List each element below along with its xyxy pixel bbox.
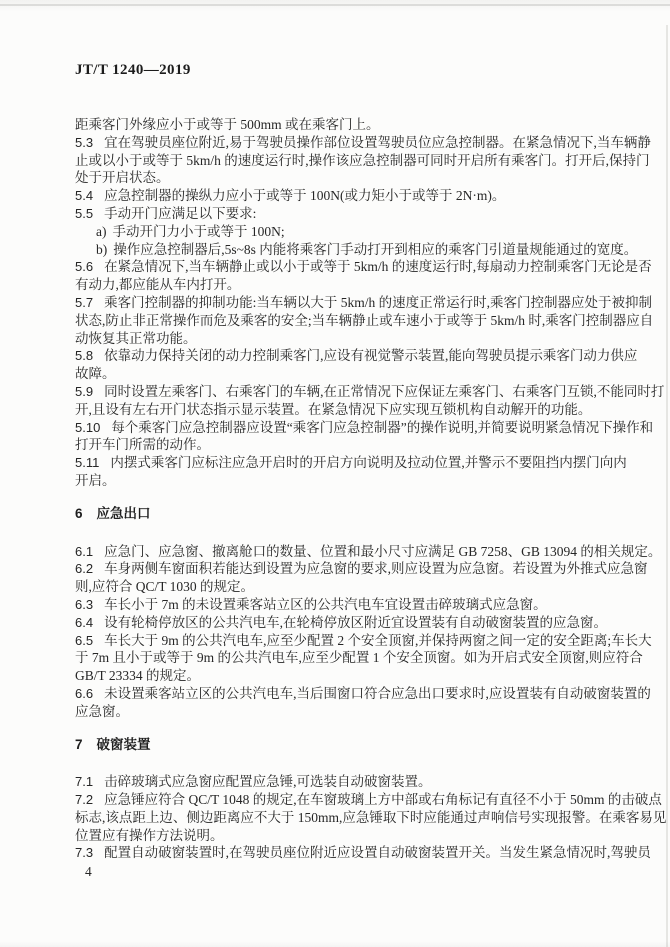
line-text: GB/T 23334 的规定。 [75, 668, 201, 684]
text-line [75, 223, 615, 241]
line-text: 应急控制器的操纵力应小于或等于 100N(或力矩小于或等于 2N·m)。 [104, 188, 506, 204]
text-line [75, 401, 615, 419]
clause-number: 5.3 [75, 134, 94, 150]
clause-number: 5.8 [75, 348, 94, 364]
clause-number: b) [96, 241, 108, 257]
text-line [75, 791, 662, 809]
line-text: 打开车门所需的动作。 [75, 437, 210, 453]
line-text: 内摆式乘客门应标注应急开启时的开启方向说明及拉动位置,并警示不要阻挡内摆门向内 [110, 455, 627, 471]
text-line [75, 827, 615, 845]
text-line [75, 614, 615, 632]
line-text: 位置应有操作方法说明。 [75, 827, 224, 843]
text-line [75, 330, 615, 348]
clause-number: 6.1 [75, 543, 94, 559]
line-text: 在紧急情况下,当车辆静止或以小于或等于 5km/h 的速度运行时,每扇动力控制乘客门无论是否 [104, 259, 652, 275]
line-text: 应急出口 [96, 505, 151, 521]
clause-number: 6.2 [75, 561, 94, 577]
text-line [75, 241, 638, 259]
text-line [75, 383, 665, 401]
text-line [75, 365, 615, 383]
text-line [75, 134, 651, 152]
line-text: 故障。 [75, 366, 116, 382]
text-line [75, 578, 615, 596]
clause-number: 5.5 [75, 205, 94, 221]
section-number: 6 [75, 505, 83, 521]
line-text: 动恢复其正常功能。 [75, 330, 197, 346]
line-text: 于 7m 且小于或等于 9m 的公共汽电车,应至少配置 1 个安全顶窗。如为开启式安全顶窗,则应符合 [75, 650, 643, 666]
clause-number: a) [96, 223, 107, 239]
line-text: 每个乘客门应急控制器应设置“乘客门应急控制器”的操作说明,并简要说明紧急情况下操作和 [111, 419, 654, 435]
line-text: 开启。 [75, 472, 116, 488]
line-text: 设有轮椅停放区的公共汽电车,在轮椅停放区附近宜设置装有自动破窗装置的应急窗。 [104, 614, 607, 630]
text-line [75, 543, 662, 561]
text-line [75, 294, 652, 312]
text-line [75, 436, 615, 454]
line-text: 同时设置左乘客门、右乘客门的车辆,在正常情况下应保证左乘客门、右乘客门互锁,不能同时打 [104, 383, 665, 399]
text-line [75, 560, 648, 578]
section-number: 7 [75, 736, 83, 752]
line-text: 则,应符合 QC/T 1030 的规定。 [75, 579, 255, 595]
text-line [75, 667, 615, 685]
text-line [75, 632, 652, 650]
text-line [75, 472, 615, 490]
line-text: 乘客门控制器的抑制功能:当车辆以大于 5km/h 的速度正常运行时,乘客门控制器应处于被抑制 [104, 294, 652, 310]
line-text: 手动开门应满足以下要求: [104, 205, 257, 221]
text-line [75, 187, 615, 205]
text-line [75, 809, 667, 827]
document-body [75, 116, 667, 881]
clause-number: 5.10 [75, 419, 101, 435]
line-text: 开,且设有左右开门状态指示显示装置。在紧急情况下应实现互锁机构自动解开的功能。 [75, 401, 592, 417]
line-text: 车长大于 9m 的公共汽电车,应至少配置 2 个安全顶窗,并保持两窗之间一定的安全距离;车长大 [104, 632, 652, 648]
text-line [75, 258, 652, 276]
text-line [75, 454, 627, 472]
text-line [75, 169, 615, 187]
standard-number: JT/T 1240—2019 [75, 62, 191, 78]
section-heading [75, 505, 615, 523]
clause-number: 5.7 [75, 294, 94, 310]
clause-number: 6.3 [75, 596, 94, 612]
line-text: 宜在驾驶员座位附近,易于驾驶员操作部位设置驾驶员位应急控制器。在紧急情况下,当车辆静 [104, 134, 651, 150]
text-line [75, 649, 643, 667]
clause-number: 6.5 [75, 632, 94, 648]
scan-edge-top [0, 0, 670, 12]
text-line [75, 685, 651, 703]
line-text: 手动开门力小于或等于 100N; [112, 223, 285, 239]
line-text: 击碎玻璃式应急窗应配置应急锤,可选装自动破窗装置。 [104, 774, 432, 790]
text-line [75, 116, 615, 134]
clause-number: 5.11 [75, 455, 100, 471]
line-text: 依靠动力保持关闭的动力控制乘客门,应设有视觉警示装置,能向驾驶员提示乘客门动力供应 [104, 348, 638, 364]
line-text: 车长小于 7m 的未设置乘客站立区的公共汽电车宜设置击碎玻璃式应急窗。 [104, 596, 547, 612]
text-line [75, 312, 654, 330]
line-text: 车身两侧车窗面积若能达到设置为应急窗的要求,则应设置为应急窗。若设置为外推式应急窗 [104, 561, 648, 577]
text-line [75, 276, 615, 294]
line-text: 操作应急控制器后,5s~8s 内能将乘客门手动打开到相应的乘客门引道量规能通过的宽度。 [113, 241, 638, 257]
line-text: 处于开启状态。 [75, 170, 170, 186]
text-line [75, 773, 615, 791]
clause-number: 7.3 [75, 845, 94, 861]
scan-shadow-bottom [0, 941, 670, 947]
line-text: 应急门、应急窗、撤离舱口的数量、位置和最小尺寸应满足 GB 7258、GB 13094 的相关规定。 [104, 543, 662, 559]
line-text: 止或以小于或等于 5km/h 的速度运行时,操作该应急控制器可同时开启所有乘客门。打开后,保持门 [75, 152, 650, 168]
line-text: 标志,该点距上边、侧边距离应不大于 150mm,应急锤取下时应能通过声响信号实现报警。在乘客易见 [75, 809, 667, 825]
text-line [75, 347, 638, 365]
line-text: 破窗装置 [96, 736, 151, 752]
section-heading [75, 736, 615, 754]
line-text: 配置自动破窗装置时,在驾驶员座位附近应设置自动破窗装置开关。当发生紧急情况时,驾驶员 [104, 845, 651, 861]
line-text: 应急窗。 [75, 703, 129, 719]
clause-number: 5.4 [75, 188, 94, 204]
clause-number: 5.9 [75, 383, 94, 399]
page-number: 4 [85, 864, 92, 880]
text-line [75, 152, 650, 170]
clause-number: 6.4 [75, 614, 94, 630]
text-line [75, 596, 615, 614]
line-text: 有动力,都应能从车内打开。 [75, 277, 241, 293]
line-text: 状态,防止非正常操作而危及乘客的安全;当车辆静止或车速小于或等于 5km/h 时,乘客门控制器应自 [75, 312, 654, 328]
clause-number: 5.6 [75, 259, 94, 275]
text-line [75, 419, 654, 437]
text-line [75, 844, 651, 862]
clause-number: 6.6 [75, 685, 94, 701]
text-line [75, 703, 615, 721]
clause-number: 7.1 [75, 774, 94, 790]
scan-edge-right [666, 25, 668, 947]
text-line [75, 205, 615, 223]
line-text: 应急锤应符合 QC/T 1048 的规定,在车窗玻璃上方中部或右角标记有直径不小于 50mm 的击破点 [104, 792, 662, 808]
line-text: 距乘客门外缘应小于或等于 500mm 或在乘客门上。 [75, 117, 380, 132]
line-text: 未设置乘客站立区的公共汽电车,当后围窗口符合应急出口要求时,应设置装有自动破窗装置的 [104, 685, 651, 701]
clause-number: 7.2 [75, 792, 94, 808]
